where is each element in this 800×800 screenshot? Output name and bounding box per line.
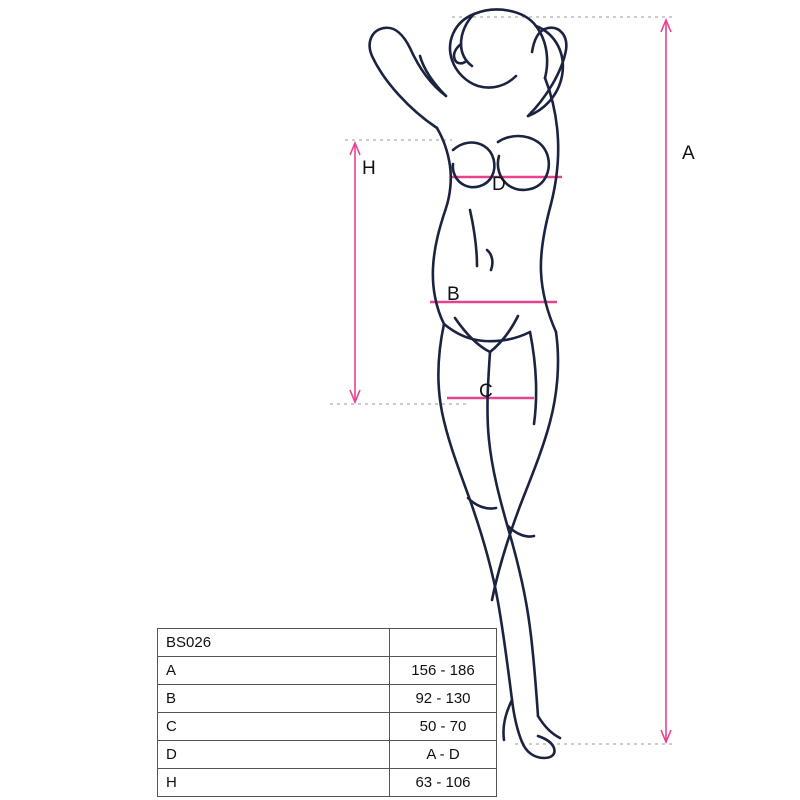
table-row (158, 741, 497, 769)
size-table (157, 628, 497, 797)
row-code-d: D (158, 741, 390, 769)
row-code-a: A (158, 657, 390, 685)
row-value-h: 63 - 106 (390, 769, 497, 797)
product-code-value-cell (390, 629, 497, 657)
row-value-a: 156 - 186 (390, 657, 497, 685)
table-row-product-code (158, 629, 497, 657)
label-a: A (682, 143, 696, 164)
product-code-cell: BS026 (158, 629, 390, 657)
dimension-line-h (350, 143, 360, 402)
row-value-d: A - D (390, 741, 497, 769)
row-code-c: C (158, 713, 390, 741)
label-d: D (492, 174, 507, 195)
table-row (158, 713, 497, 741)
table-row (158, 657, 497, 685)
row-code-h: H (158, 769, 390, 797)
dimension-line-a (661, 20, 671, 742)
row-code-b: B (158, 685, 390, 713)
row-value-b: 92 - 130 (390, 685, 497, 713)
label-b: B (447, 284, 461, 305)
table-row (158, 769, 497, 797)
row-value-c: 50 - 70 (390, 713, 497, 741)
table-row (158, 685, 497, 713)
label-c: C (479, 381, 494, 402)
label-h: H (362, 158, 377, 179)
